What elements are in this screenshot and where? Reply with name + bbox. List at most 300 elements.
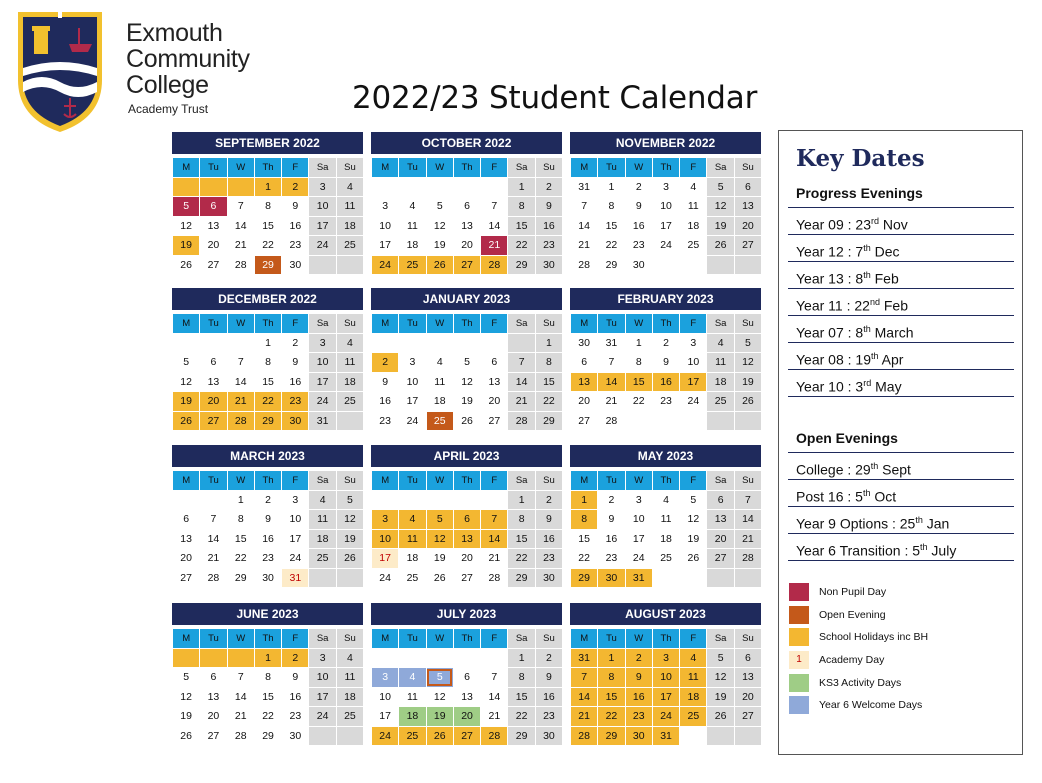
day-cell: 30 xyxy=(282,411,309,431)
weekday-header: Su xyxy=(734,629,761,649)
day-cell: 11 xyxy=(680,668,707,688)
weekday-header: F xyxy=(481,314,508,334)
day-cell: 13 xyxy=(734,668,761,688)
day-cell: 9 xyxy=(535,668,562,688)
empty-day-cell xyxy=(426,333,453,353)
legend-swatch xyxy=(789,696,809,714)
day-cell: 11 xyxy=(399,687,426,707)
month-day-grid xyxy=(172,628,364,746)
empty-day-cell xyxy=(426,490,453,510)
empty-day-cell xyxy=(372,333,399,353)
empty-day-cell xyxy=(227,333,254,353)
day-cell: 18 xyxy=(336,216,363,236)
day-cell: 24 xyxy=(309,236,336,256)
month-header: JULY 2023 xyxy=(371,603,562,625)
day-cell: 1 xyxy=(254,648,281,668)
day-cell: 24 xyxy=(282,549,309,569)
day-cell: 12 xyxy=(680,510,707,530)
day-cell: 26 xyxy=(453,411,480,431)
day-cell: 4 xyxy=(426,353,453,373)
day-cell: 25 xyxy=(680,707,707,727)
empty-day-cell xyxy=(707,726,734,746)
key-date-row: Year 6 Transition : 5th July xyxy=(788,534,1014,561)
weekday-header: Sa xyxy=(309,471,336,491)
org-name-line: Community xyxy=(126,45,250,73)
day-cell: 25 xyxy=(399,726,426,746)
empty-day-cell xyxy=(309,568,336,588)
empty-day-cell xyxy=(707,255,734,275)
day-cell: 8 xyxy=(625,353,652,373)
day-cell: 31 xyxy=(571,177,598,197)
day-cell: 11 xyxy=(707,353,734,373)
day-cell: 22 xyxy=(598,236,625,256)
day-cell: 17 xyxy=(652,216,679,236)
day-cell: 1 xyxy=(571,490,598,510)
day-cell: 12 xyxy=(173,687,200,707)
key-date-row: Year 9 Options : 25th Jan xyxy=(788,507,1014,534)
weekday-header: Su xyxy=(535,471,562,491)
legend-swatch xyxy=(789,628,809,646)
day-cell: 28 xyxy=(227,411,254,431)
day-cell: 18 xyxy=(426,392,453,412)
empty-day-cell xyxy=(372,177,399,197)
weekday-header: Su xyxy=(336,471,363,491)
day-cell: 3 xyxy=(399,353,426,373)
weekday-header: W xyxy=(625,629,652,649)
day-cell: 18 xyxy=(309,529,336,549)
day-cell: 5 xyxy=(426,510,453,530)
day-cell: 17 xyxy=(399,392,426,412)
day-cell: 23 xyxy=(625,236,652,256)
weekday-header: Th xyxy=(453,471,480,491)
day-cell: 11 xyxy=(399,529,426,549)
day-cell: 28 xyxy=(598,411,625,431)
day-cell: 13 xyxy=(707,510,734,530)
day-cell: 16 xyxy=(254,529,281,549)
weekday-header: Tu xyxy=(200,158,227,178)
day-cell: 25 xyxy=(426,411,453,431)
weekday-header: W xyxy=(227,471,254,491)
legend-item xyxy=(789,671,928,694)
day-cell: 16 xyxy=(282,372,309,392)
day-cell: 9 xyxy=(282,668,309,688)
day-cell: 11 xyxy=(336,197,363,217)
day-cell: 8 xyxy=(508,510,535,530)
day-cell: 22 xyxy=(571,549,598,569)
weekday-header: W xyxy=(227,629,254,649)
day-cell: 21 xyxy=(598,392,625,412)
org-subtitle: Academy Trust xyxy=(128,102,209,116)
day-cell: 22 xyxy=(254,236,281,256)
weekday-header: Th xyxy=(652,629,679,649)
weekday-header: W xyxy=(227,314,254,334)
weekday-header: M xyxy=(372,314,399,334)
day-cell: 25 xyxy=(336,707,363,727)
day-cell: 8 xyxy=(254,197,281,217)
day-cell: 22 xyxy=(254,392,281,412)
day-cell: 2 xyxy=(254,490,281,510)
day-cell: 19 xyxy=(426,236,453,256)
day-cell: 6 xyxy=(200,353,227,373)
weekday-header: Tu xyxy=(598,471,625,491)
day-cell: 9 xyxy=(652,353,679,373)
weekday-header: W xyxy=(426,158,453,178)
college-crest-logo xyxy=(14,10,106,134)
day-cell: 19 xyxy=(336,529,363,549)
day-cell: 1 xyxy=(625,333,652,353)
empty-day-cell xyxy=(399,648,426,668)
day-cell: 28 xyxy=(571,726,598,746)
month-day-grid xyxy=(172,157,364,275)
day-cell: 13 xyxy=(453,529,480,549)
legend-label: Academy Day xyxy=(819,654,885,667)
weekday-header: M xyxy=(372,471,399,491)
empty-day-cell xyxy=(481,177,508,197)
month-october-2022 xyxy=(371,132,562,275)
empty-day-cell xyxy=(625,411,652,431)
day-cell: 28 xyxy=(481,255,508,275)
day-cell: 14 xyxy=(481,529,508,549)
day-cell: 24 xyxy=(652,707,679,727)
empty-day-cell xyxy=(680,568,707,588)
day-cell: 5 xyxy=(173,353,200,373)
day-cell: 21 xyxy=(571,707,598,727)
day-cell: 28 xyxy=(571,255,598,275)
day-cell: 22 xyxy=(598,707,625,727)
day-cell: 29 xyxy=(571,568,598,588)
day-cell: 24 xyxy=(680,392,707,412)
day-cell: 12 xyxy=(426,216,453,236)
day-cell: 8 xyxy=(254,668,281,688)
month-header: JANUARY 2023 xyxy=(371,288,562,310)
weekday-header: F xyxy=(282,314,309,334)
day-cell: 5 xyxy=(453,353,480,373)
day-cell: 22 xyxy=(508,707,535,727)
day-cell: 9 xyxy=(282,197,309,217)
day-cell: 20 xyxy=(734,216,761,236)
day-cell: 2 xyxy=(372,353,399,373)
empty-day-cell xyxy=(309,255,336,275)
day-cell: 1 xyxy=(535,333,562,353)
month-day-grid xyxy=(570,470,762,588)
day-cell: 12 xyxy=(173,216,200,236)
day-cell: 15 xyxy=(625,372,652,392)
empty-day-cell xyxy=(336,568,363,588)
day-cell: 23 xyxy=(535,707,562,727)
day-cell: 26 xyxy=(707,707,734,727)
day-cell: 30 xyxy=(535,568,562,588)
day-cell: 15 xyxy=(508,687,535,707)
day-cell: 22 xyxy=(508,236,535,256)
weekday-header: M xyxy=(571,629,598,649)
day-cell: 3 xyxy=(625,490,652,510)
day-cell: 8 xyxy=(598,197,625,217)
day-cell: 14 xyxy=(227,687,254,707)
weekday-header: M xyxy=(173,314,200,334)
day-cell: 10 xyxy=(309,197,336,217)
day-cell: 31 xyxy=(598,333,625,353)
day-cell: 29 xyxy=(508,568,535,588)
day-cell: 29 xyxy=(508,255,535,275)
empty-day-cell xyxy=(734,726,761,746)
day-cell: 19 xyxy=(426,707,453,727)
empty-day-cell xyxy=(426,648,453,668)
weekday-header: Th xyxy=(652,471,679,491)
day-cell: 12 xyxy=(707,197,734,217)
empty-day-cell xyxy=(372,648,399,668)
day-cell: 18 xyxy=(336,687,363,707)
day-cell: 15 xyxy=(254,216,281,236)
day-cell: 19 xyxy=(173,392,200,412)
empty-day-cell xyxy=(336,255,363,275)
weekday-header: F xyxy=(481,629,508,649)
day-cell: 8 xyxy=(227,510,254,530)
weekday-header: F xyxy=(481,471,508,491)
day-cell: 21 xyxy=(200,549,227,569)
day-cell: 14 xyxy=(481,687,508,707)
day-cell: 21 xyxy=(227,707,254,727)
day-cell: 5 xyxy=(173,668,200,688)
weekday-header: M xyxy=(173,471,200,491)
weekday-header: Th xyxy=(254,629,281,649)
day-cell: 3 xyxy=(309,648,336,668)
weekday-header: F xyxy=(680,158,707,178)
legend-item xyxy=(789,694,928,717)
month-day-grid xyxy=(570,157,762,275)
day-cell: 26 xyxy=(426,255,453,275)
weekday-header: M xyxy=(372,158,399,178)
day-cell: 4 xyxy=(399,668,426,688)
day-cell: 3 xyxy=(309,333,336,353)
day-cell: 26 xyxy=(426,568,453,588)
day-cell: 14 xyxy=(200,529,227,549)
weekday-header: Sa xyxy=(309,158,336,178)
empty-day-cell xyxy=(336,726,363,746)
weekday-header: Th xyxy=(254,158,281,178)
day-cell: 11 xyxy=(309,510,336,530)
weekday-header: Th xyxy=(453,629,480,649)
day-cell: 26 xyxy=(680,549,707,569)
day-cell: 19 xyxy=(173,707,200,727)
day-cell: 25 xyxy=(680,236,707,256)
day-cell: 2 xyxy=(282,648,309,668)
day-cell: 29 xyxy=(508,726,535,746)
month-day-grid xyxy=(371,313,563,431)
day-cell: 18 xyxy=(707,372,734,392)
empty-day-cell xyxy=(399,177,426,197)
day-cell: 10 xyxy=(282,510,309,530)
day-cell: 26 xyxy=(173,411,200,431)
day-cell: 30 xyxy=(282,255,309,275)
day-cell: 8 xyxy=(598,668,625,688)
day-cell: 30 xyxy=(625,726,652,746)
day-cell: 5 xyxy=(336,490,363,510)
weekday-header: Th xyxy=(254,314,281,334)
day-cell: 16 xyxy=(652,372,679,392)
day-cell: 13 xyxy=(453,687,480,707)
day-cell: 6 xyxy=(734,177,761,197)
day-cell: 20 xyxy=(453,549,480,569)
day-cell: 7 xyxy=(571,668,598,688)
day-cell: 4 xyxy=(680,648,707,668)
day-cell: 11 xyxy=(336,353,363,373)
day-cell: 11 xyxy=(680,197,707,217)
day-cell: 12 xyxy=(707,668,734,688)
weekday-header: Th xyxy=(652,314,679,334)
day-cell: 14 xyxy=(598,372,625,392)
key-date-row: Year 07 : 8th March xyxy=(788,316,1014,343)
day-cell: 19 xyxy=(453,392,480,412)
empty-day-cell xyxy=(734,411,761,431)
day-cell: 18 xyxy=(399,549,426,569)
day-cell: 2 xyxy=(625,648,652,668)
day-cell: 7 xyxy=(227,353,254,373)
weekday-header: W xyxy=(227,158,254,178)
day-cell: 14 xyxy=(571,687,598,707)
empty-day-cell xyxy=(453,490,480,510)
empty-day-cell xyxy=(680,726,707,746)
day-cell: 22 xyxy=(535,392,562,412)
legend-item xyxy=(789,581,928,604)
day-cell: 27 xyxy=(707,549,734,569)
day-cell: 23 xyxy=(282,236,309,256)
day-cell: 4 xyxy=(652,490,679,510)
day-cell: 4 xyxy=(399,510,426,530)
weekday-header: Sa xyxy=(309,314,336,334)
day-cell: 12 xyxy=(426,529,453,549)
day-cell: 24 xyxy=(372,726,399,746)
day-cell: 31 xyxy=(309,411,336,431)
weekday-header: Sa xyxy=(508,314,535,334)
day-cell: 21 xyxy=(481,236,508,256)
day-cell: 15 xyxy=(227,529,254,549)
day-cell: 4 xyxy=(336,333,363,353)
day-cell: 15 xyxy=(508,529,535,549)
month-day-grid xyxy=(371,628,563,746)
empty-day-cell xyxy=(399,490,426,510)
day-cell: 2 xyxy=(535,177,562,197)
day-cell: 9 xyxy=(625,197,652,217)
day-cell: 22 xyxy=(254,707,281,727)
day-cell: 23 xyxy=(282,392,309,412)
day-cell: 18 xyxy=(680,216,707,236)
day-cell: 17 xyxy=(625,529,652,549)
day-cell: 21 xyxy=(571,236,598,256)
empty-day-cell xyxy=(200,490,227,510)
day-cell: 15 xyxy=(254,372,281,392)
day-cell: 15 xyxy=(598,216,625,236)
empty-day-cell xyxy=(652,568,679,588)
legend-swatch xyxy=(789,583,809,601)
day-cell: 2 xyxy=(625,177,652,197)
day-cell: 3 xyxy=(372,197,399,217)
day-cell: 23 xyxy=(625,707,652,727)
day-cell: 19 xyxy=(680,529,707,549)
day-cell: 24 xyxy=(372,568,399,588)
day-cell: 13 xyxy=(200,216,227,236)
day-cell: 9 xyxy=(535,510,562,530)
day-cell: 5 xyxy=(426,668,453,688)
day-cell: 7 xyxy=(227,668,254,688)
day-cell: 15 xyxy=(571,529,598,549)
empty-day-cell xyxy=(652,255,679,275)
month-july-2023 xyxy=(371,603,562,746)
day-cell: 21 xyxy=(734,529,761,549)
month-header: JUNE 2023 xyxy=(172,603,363,625)
day-cell: 30 xyxy=(282,726,309,746)
day-cell: 29 xyxy=(254,726,281,746)
weekday-header: Tu xyxy=(200,629,227,649)
day-cell: 2 xyxy=(652,333,679,353)
day-cell: 30 xyxy=(535,255,562,275)
day-cell: 5 xyxy=(173,197,200,217)
day-cell: 20 xyxy=(453,707,480,727)
day-cell: 27 xyxy=(453,726,480,746)
day-cell: 8 xyxy=(535,353,562,373)
day-cell: 30 xyxy=(571,333,598,353)
weekday-header: Tu xyxy=(399,471,426,491)
day-cell: 14 xyxy=(571,216,598,236)
weekday-header: Th xyxy=(254,471,281,491)
day-cell: 7 xyxy=(481,510,508,530)
day-cell: 16 xyxy=(372,392,399,412)
day-cell: 6 xyxy=(453,668,480,688)
day-cell: 23 xyxy=(652,392,679,412)
day-cell: 23 xyxy=(372,411,399,431)
day-cell: 7 xyxy=(508,353,535,373)
day-cell: 12 xyxy=(173,372,200,392)
month-may-2023 xyxy=(570,445,761,588)
month-february-2023 xyxy=(570,288,761,431)
day-cell: 28 xyxy=(481,726,508,746)
month-day-grid xyxy=(570,628,762,746)
day-cell: 20 xyxy=(173,549,200,569)
day-cell: 1 xyxy=(254,177,281,197)
day-cell: 19 xyxy=(707,216,734,236)
day-cell: 16 xyxy=(625,216,652,236)
day-cell: 29 xyxy=(598,255,625,275)
day-cell: 27 xyxy=(571,411,598,431)
legend-swatch: 1 xyxy=(789,651,809,669)
weekday-header: Sa xyxy=(707,158,734,178)
day-cell: 28 xyxy=(481,568,508,588)
day-cell: 29 xyxy=(598,726,625,746)
day-cell: 11 xyxy=(652,510,679,530)
day-cell: 31 xyxy=(282,568,309,588)
day-cell: 8 xyxy=(508,668,535,688)
day-cell: 12 xyxy=(426,687,453,707)
day-cell: 13 xyxy=(200,687,227,707)
day-cell: 1 xyxy=(508,648,535,668)
day-cell: 1 xyxy=(254,333,281,353)
month-day-grid xyxy=(172,470,364,588)
day-cell: 16 xyxy=(625,687,652,707)
day-cell: 6 xyxy=(173,510,200,530)
day-cell: 23 xyxy=(535,236,562,256)
legend-label: School Holidays inc BH xyxy=(819,631,929,644)
weekday-header: F xyxy=(680,471,707,491)
day-cell: 21 xyxy=(227,236,254,256)
key-date-row: Year 13 : 8th Feb xyxy=(788,262,1014,289)
empty-day-cell xyxy=(734,255,761,275)
day-cell: 2 xyxy=(282,177,309,197)
day-cell: 6 xyxy=(200,197,227,217)
day-cell: 7 xyxy=(200,510,227,530)
day-cell: 17 xyxy=(680,372,707,392)
day-cell: 20 xyxy=(571,392,598,412)
day-cell: 1 xyxy=(508,490,535,510)
empty-day-cell xyxy=(173,333,200,353)
